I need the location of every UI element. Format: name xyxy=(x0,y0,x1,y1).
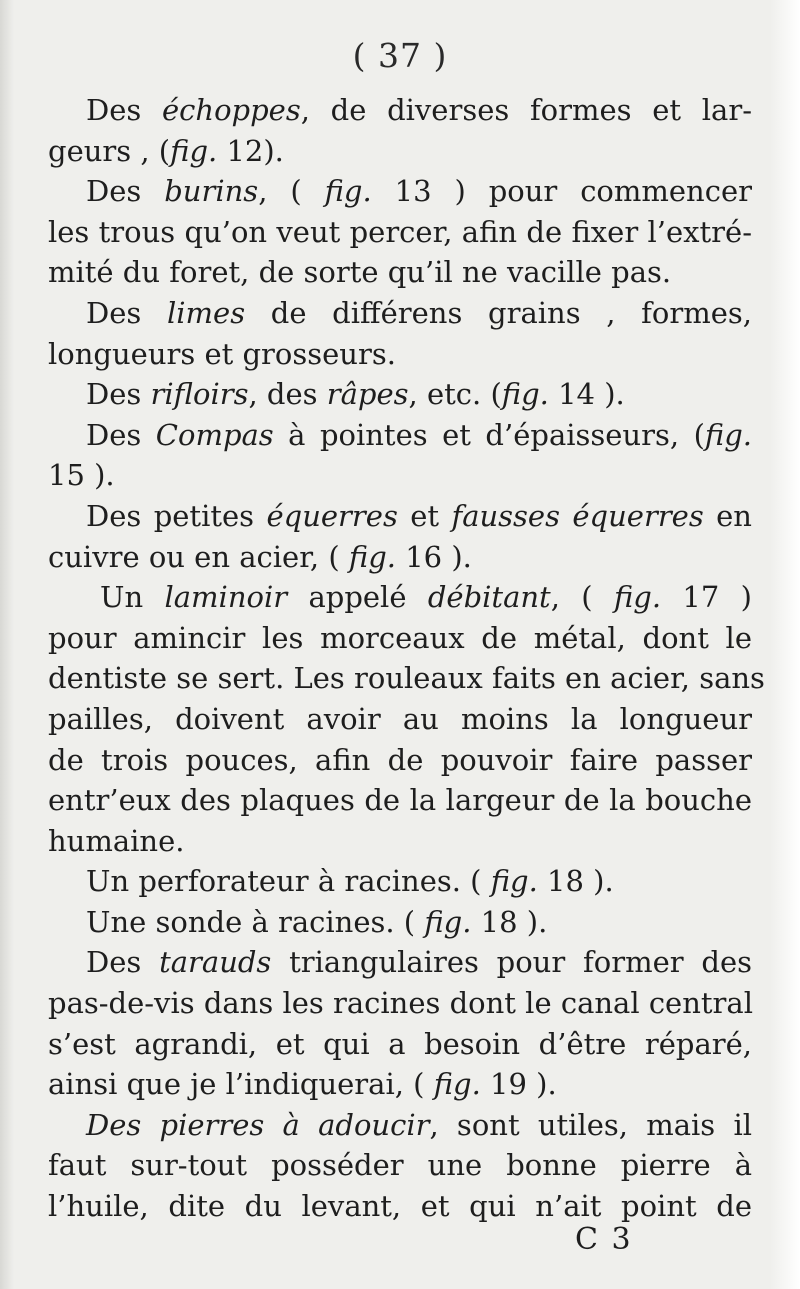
italic-text: fausses équerres xyxy=(451,498,704,533)
text-run: Des xyxy=(86,295,167,330)
text-run: à pointes et d’épaisseurs, ( xyxy=(273,417,705,452)
text-run: , etc. ( xyxy=(408,377,502,412)
text-run: 19 ). xyxy=(480,1067,557,1102)
italic-text: fig. xyxy=(324,174,372,209)
italic-text: fig. xyxy=(613,580,662,615)
text-line xyxy=(48,496,752,537)
text-line xyxy=(48,983,752,1024)
text-line xyxy=(48,293,752,334)
text-run: 18 ). xyxy=(537,864,614,899)
text-run: Des xyxy=(86,174,165,209)
text-run: , de diverses formes et lar- xyxy=(300,93,752,127)
text-line xyxy=(48,171,752,212)
text-run: de trois pouces, afin de pouvoir faire passer xyxy=(48,742,752,777)
text-line xyxy=(48,861,752,902)
italic-text: fig. xyxy=(490,864,538,899)
text-run: et xyxy=(397,498,452,533)
text-run: l’huile, dite du levant, et qui n’ait point de xyxy=(48,1189,752,1224)
text-run: ainsi que je l’indiquerai, ( xyxy=(48,1067,434,1102)
italic-text: burins xyxy=(164,174,259,209)
page-number: ( 37 ) xyxy=(352,36,448,75)
text-line xyxy=(48,90,752,131)
italic-text: râpes xyxy=(326,377,409,412)
italic-text: Compas xyxy=(155,417,274,452)
text-run: pour amincir les morceaux de métal, dont le xyxy=(48,620,752,655)
text-run: s’est agrandi, et qui a besoin d’être réparé, xyxy=(48,1026,752,1061)
text-run: les trous qu’on veut percer, afin de fixer l’extré- xyxy=(48,214,752,249)
text-line xyxy=(48,1145,752,1186)
text-run: geurs , ( xyxy=(48,133,171,168)
text-line xyxy=(48,902,752,943)
italic-text: fig. xyxy=(170,133,218,168)
italic-text: fig. xyxy=(704,417,753,452)
text-run: triangulaires pour former des xyxy=(271,945,752,980)
text-line xyxy=(48,1186,752,1227)
text-run: , sont utiles, mais il xyxy=(429,1107,752,1142)
text-run: Un perforateur à racines. ( xyxy=(86,864,491,899)
text-run: 12). xyxy=(217,133,284,168)
text-line xyxy=(48,699,752,740)
text-line xyxy=(48,1024,752,1065)
italic-text: tarauds xyxy=(159,945,272,980)
text-run: 17 ) xyxy=(661,580,752,615)
text-run: Des xyxy=(86,377,151,412)
text-run: , des xyxy=(248,377,327,412)
italic-text: fig. xyxy=(501,377,549,412)
text-run: Des xyxy=(86,93,162,127)
text-run: appelé xyxy=(287,580,428,615)
text-line xyxy=(48,212,752,253)
text-run: , ( xyxy=(258,174,325,209)
text-run: pas-de-vis dans les racines dont le canal central xyxy=(48,986,753,1021)
text-line xyxy=(48,658,765,699)
text-line xyxy=(48,577,752,618)
text-run: 16 ). xyxy=(395,539,472,574)
italic-text: fig. xyxy=(433,1067,481,1102)
text-run: cuivre ou en acier, ( xyxy=(48,539,349,574)
text-line xyxy=(48,1064,752,1105)
text-line xyxy=(48,821,752,862)
text-line xyxy=(48,374,752,415)
text-line xyxy=(48,131,752,172)
italic-text: rifloirs xyxy=(150,377,249,412)
signature-mark: C 3 xyxy=(575,1222,633,1257)
text-run: 14 ). xyxy=(548,377,625,412)
text-line xyxy=(48,780,752,821)
text-line xyxy=(48,415,752,456)
text-line xyxy=(48,942,752,983)
italic-text: limes xyxy=(166,295,246,330)
text-run: en xyxy=(703,498,752,533)
italic-text: fig. xyxy=(348,539,396,574)
italic-text: laminoir xyxy=(164,580,288,615)
italic-text: débitant xyxy=(427,580,551,615)
text-run: 18 ). xyxy=(471,904,548,939)
text-run: Des xyxy=(86,417,156,452)
text-run: 13 ) pour commencer xyxy=(371,174,752,209)
text-run: faut sur-tout posséder une bonne pierre à xyxy=(48,1148,752,1183)
text-run: longueurs et grosseurs. xyxy=(48,336,396,371)
italic-text: Des pierres à adoucir xyxy=(86,1107,430,1142)
text-line xyxy=(48,740,752,781)
text-run: 15 ). xyxy=(48,458,115,493)
italic-text: équerres xyxy=(266,498,398,533)
text-run: dentiste se sert. Les rouleaux faits en acier, sans xyxy=(48,661,765,696)
text-run: , ( xyxy=(550,580,614,615)
text-line xyxy=(48,618,752,659)
text-line xyxy=(48,537,752,578)
text-run: entr’eux des plaques de la largeur de la bouche xyxy=(48,783,752,818)
text-line xyxy=(48,1105,752,1146)
text-run: Des petites xyxy=(86,498,267,533)
text-run: mité du foret, de sorte qu’il ne vacille pas. xyxy=(48,255,672,290)
text-line xyxy=(48,455,752,496)
italic-text: échoppes xyxy=(162,93,301,127)
italic-text: fig. xyxy=(424,904,472,939)
text-run: humaine. xyxy=(48,823,185,858)
text-line xyxy=(48,334,752,375)
text-run: pailles, doivent avoir au moins la longueur xyxy=(48,701,752,736)
text-run: Une sonde à racines. ( xyxy=(86,904,425,939)
text-run: Un xyxy=(100,580,165,615)
body-text xyxy=(48,90,765,1227)
text-run: Des xyxy=(86,945,160,980)
text-line xyxy=(48,252,752,293)
text-run: de différens grains , formes, xyxy=(245,295,753,330)
